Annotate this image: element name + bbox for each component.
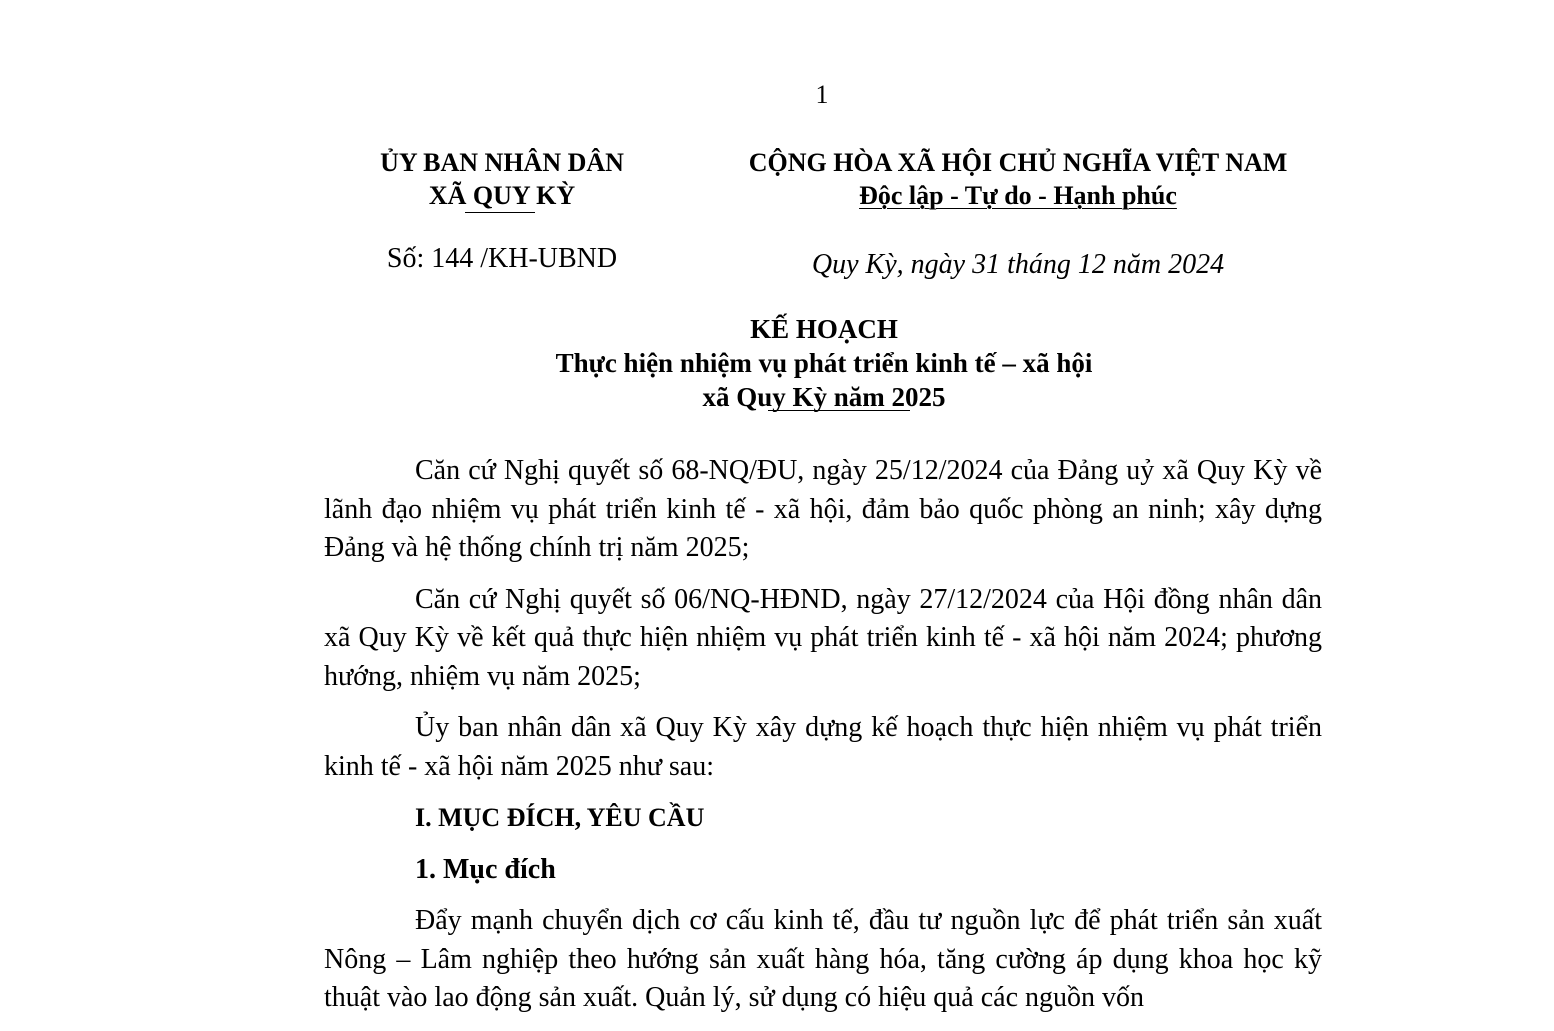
document-title: [324, 312, 1324, 414]
document-date: Quy Kỳ, ngày 31 tháng 12 năm 2024: [811, 249, 1225, 280]
document-body: [324, 452, 1322, 1031]
national-header: [700, 146, 1336, 212]
national-motto: Độc lập - Tự do - Hạnh phúc: [859, 181, 1177, 210]
intro-paragraph: Ủy ban nhân dân xã Quy Kỳ xây dựng kế hoạch thực hiện nhiệm vụ phát triển kinh tế - xã hội năm 2025 như sau:: [324, 712, 1322, 782]
purpose-paragraph: Đẩy mạnh chuyển dịch cơ cấu kinh tế, đầu tư nguồn lực để phát triển sản xuất Nông – Lâm nghiệp theo hướng sản xuất hàng hóa, tăng cường áp dụng khoa học kỹ thuật vào lao động sản xuất. Quản lý, sử dụng có hiệu quả các nguồn vốn: [324, 905, 1322, 1013]
document-subject: Thực hiện nhiệm vụ phát triển kinh tế – xã hội: [555, 348, 1093, 378]
document-number: Số: 144 /KH-UBND: [386, 243, 618, 274]
agency-underline-rule: [465, 212, 535, 213]
subsection-heading: 1. Mục đích: [415, 853, 556, 885]
page-number: 1: [815, 80, 829, 109]
document-type: KẾ HOẠCH: [750, 314, 898, 344]
agency-commune: XÃ QUY KỲ: [428, 181, 576, 210]
legal-basis-paragraph-1: Căn cứ Nghị quyết số 68-NQ/ĐU, ngày 25/12/2024 của Đảng uỷ xã Quy Kỳ về lãnh đạo nhiệm vụ phát triển kinh tế - xã hội, đảm bảo quốc phòng an ninh; xây dựng Đảng và hệ thống chính trị năm 2025;: [324, 455, 1322, 563]
national-title: CỘNG HÒA XÃ HỘI CHỦ NGHĨA VIỆT NAM: [748, 148, 1288, 177]
section-heading: I. MỤC ĐÍCH, YÊU CẦU: [415, 803, 705, 832]
document-subject-scope: xã Quy Kỳ năm 2025: [702, 382, 946, 412]
title-underline-rule: [768, 410, 910, 411]
issuing-agency: [352, 146, 652, 212]
legal-basis-paragraph-2: Căn cứ Nghị quyết số 06/NQ-HĐND, ngày 27/12/2024 của Hội đồng nhân dân xã Quy Kỳ về kết quả thực hiện nhiệm vụ phát triển kinh tế - xã hội năm 2024; phương hướng, nhiệm vụ năm 2025;: [324, 583, 1322, 692]
agency-name: ỦY BAN NHÂN DÂN: [380, 148, 624, 177]
